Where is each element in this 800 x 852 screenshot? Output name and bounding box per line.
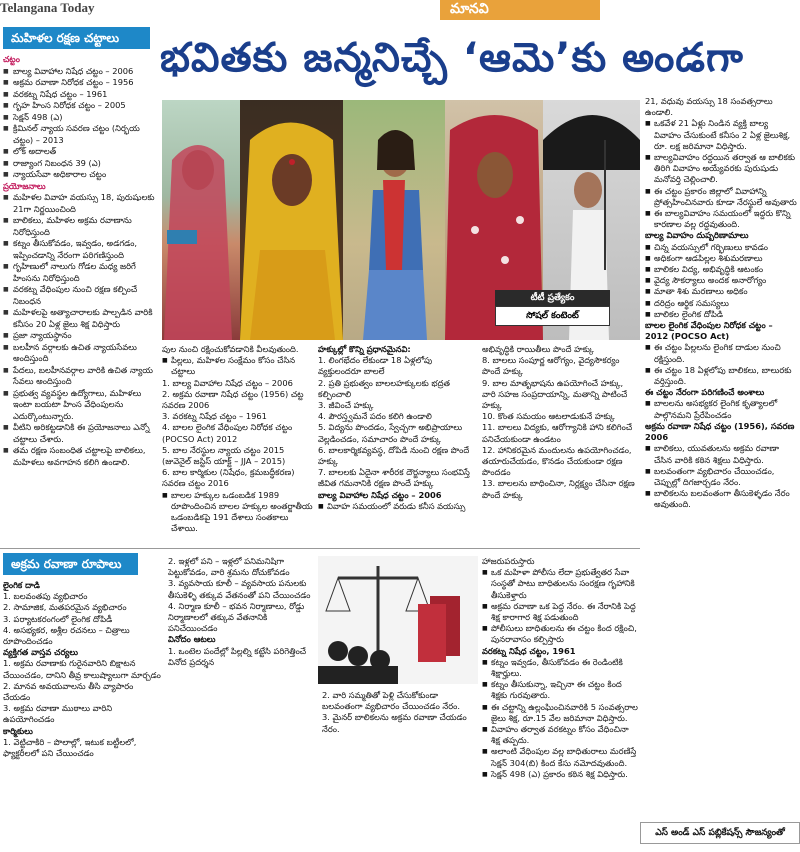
- list-item: ■ పేదలు, బలహీనవర్గాల వారికి ఉచిత న్యాయ సేవలు అందిస్తుంది: [3, 365, 155, 388]
- list-item: ■ పోలీసులు బాధితులను ఈ చట్టం కింద రక్షించి, పునరావాసం కల్పిస్తారు: [482, 623, 638, 645]
- list-item: 3. అక్రమ రవాణా ముఠాలు వారిని ఉపయోగించడం: [3, 703, 113, 725]
- list-item: 7. బాలలకు ఏదైనా శారీరక దౌర్జన్యాలు సంభవిస్తే జీవిత గమనానికి రక్షణ పొందే హక్కు: [318, 467, 470, 489]
- list-item: ■ రాజ్యాంగ నిబంధన 39 (ఎ): [3, 158, 155, 170]
- list-item: ■ బలవంతంగా వ్యభిచారం చేయించడం, చెప్పుల్లో దిగజార్చడం నేరం.: [645, 466, 797, 488]
- credit-line-1: టీటీ ప్రత్యేకం: [495, 290, 610, 306]
- list-item: 1. అక్రమ రవాణాకు గురైనవారిని బిక్షాటన చేయించడం, దానిని తీవ్ర కాలుష్యాలుగా మార్చడం: [3, 658, 161, 680]
- subheading: వరకట్న నిషేధ చట్టం, 1961: [482, 645, 576, 656]
- list-item: ■ బాలలను అసభ్యకర లైంగిక కృత్యాలలో పాల్గొనమని ప్రేరేపించడం: [645, 398, 797, 420]
- portrait-illustration-2: [240, 100, 343, 340]
- photo-woman-1: [162, 100, 240, 340]
- list-item: ■ అలాంటి వేధింపుల వల్ల బాధితురాలు మరణిస్తే సెక్షన్ 304(బి) కింద కేసు నమోదవుతుంది.: [482, 746, 638, 768]
- section-name: మానవి: [450, 1, 489, 17]
- article-column-2: [318, 344, 476, 544]
- list-item: ■ అక్రమ రవాణా నిరోధక చట్టం – 1956: [3, 77, 155, 89]
- list-item: 5. విద్యను పొందడం, స్వేచ్ఛగా అభిప్రాయాలు వెల్లడించడం, సమాచారం పొందే హక్కు: [318, 422, 463, 444]
- list-item: ■ బాలికలు, యువతులను అక్రమ రవాణా చేసిన వారికి కఠిన శిక్షలు విధిస్తారు.: [645, 443, 797, 465]
- list-item: ■ బాలికల లైంగిక దోపిడి: [645, 309, 797, 320]
- masthead: [0, 0, 800, 22]
- list-item: ■ బాలల హక్కుల ఒడంబడిక 1989 రూపొందించిన బాలల హక్కుల అంతర్జాతీయ ఒడంబడికపై 191 దేశాలు సంతకాలు చేశాయి.: [162, 490, 314, 535]
- list-item: హాజరుపరుస్తారు: [482, 556, 535, 566]
- list-item: ■ ప్రభుత్వ వ్యవస్థల ఉద్యోగాలు, మహిళలు ఇంటా బయటా హింస వేధింపులను ఎదుర్కొంటున్నారు.: [3, 388, 155, 423]
- portrait-illustration-1: [162, 100, 240, 340]
- list-item: ■ ఒక మహిళా పోలీసు లేదా ప్రభుత్వేతర సేవా సంస్థతో పాటు బాధితులను సంరక్షణ గృహానికి తీసుకెళ్తారు: [482, 567, 638, 601]
- list-item: ■ క్రిమినల్ న్యాయ సవరణ చట్టం (నిర్భయ చట్టం) – 2013: [3, 123, 155, 146]
- photo-woman-2: [240, 100, 343, 340]
- list-item: 13. బాలలను బాధించినా, నిర్లక్ష్యం చేసినా రక్షణ పొందే హక్కు: [482, 478, 635, 500]
- list-item: ■ బాలికలు, మహిళల అక్రమ రవాణాను నిరోధిస్తుంది: [3, 215, 155, 238]
- scales-of-justice-icon: [318, 556, 478, 684]
- list-item: 1. లింగభేదం లేకుండా 18 ఏళ్లలోపు వ్యక్తులందరూ బాలలే: [318, 355, 433, 377]
- list-item: ■ కట్నం తీసుకున్నా, ఇచ్చినా ఈ చట్టం కింద శిక్షకు గురవుతారు.: [482, 679, 638, 701]
- subheading: వినోదం ఆటలు: [168, 634, 216, 645]
- list-item: ■ ఈ చట్టం పిల్లలను లైంగిక దాడుల నుంచి రక్షిస్తుంది.: [645, 342, 797, 364]
- list-item: 2. అక్రమ రవాణా నిషేధ చట్టం (1956) చట్ట సవరణ 2006: [162, 388, 304, 411]
- list-item: ■ తమ రక్షణ సంబంధిత చట్టాలపై బాలికలు, మహిళలు అవగాహన కలిగి ఉండాలి.: [3, 445, 155, 468]
- list-item: ■ వరకట్న నిషేధ చట్టం – 1961: [3, 89, 155, 101]
- list-item: 3. జీవించే హక్కు: [318, 400, 374, 411]
- list-item: ■ సెక్షన్ 498 (ఎ): [3, 112, 155, 124]
- page-title: భవితకు జన్మనిచ్చే ‘ఆమె’కు అండగా: [160, 35, 744, 81]
- sidebar-list: [3, 54, 155, 540]
- list-item: ■ వీటిని అరికట్టడానికి ఈ ప్రయోజనాలు ఎన్నో చట్టాలు చేశారు.: [3, 422, 155, 445]
- list-item: 10. కొంత సమయం ఆటలాడుకునే హక్కు: [482, 411, 615, 422]
- list-item: 3. వరకట్న నిషేధ చట్టం – 1961: [162, 411, 267, 422]
- article-column-5b: [322, 690, 476, 848]
- list-item: ■ పిల్లలు, మహిళల సంక్షేమం కోసం చేసిన చట్టాలు: [162, 355, 314, 377]
- list-item: 4. అసభ్యకర, అశ్లీల రచనలు – చిత్రాలు రూపొందించడం: [3, 624, 130, 647]
- list-item: ■ వరకట్న వేధింపుల నుంచి రక్షణ కల్పించే నిబంధన: [3, 284, 155, 307]
- list-item: ■ బాలికల విద్య, అభివృద్ధికి ఆటంకం: [645, 264, 797, 275]
- portrait-illustration-3: [343, 100, 445, 340]
- list-item: ■ చిన్న వయస్సులో గర్భిణులు కావడం: [645, 242, 797, 253]
- subheading: లైంగిక దాడి: [3, 580, 40, 590]
- article-column-3: [482, 344, 638, 544]
- trafficking-forms-list: [3, 580, 163, 848]
- subheading: బాల్య వివాహాల నిషేధ చట్టం – 2006: [318, 489, 442, 500]
- list-item: 2. వారి సమ్మతితో పెళ్లి చేసుకోకుండా బలవంతంగా వ్యభిచారం చేయించడం నేరం.: [322, 690, 461, 712]
- subheading: ప్రయోజనాలు: [3, 180, 46, 191]
- list-item: ■ మహిళలపై అత్యాచారాలకు పాల్పడిన వారికి కనీసం 20 ఏళ్ల జైలు శిక్ష విధిస్తారు: [3, 307, 155, 330]
- photo-credit: [495, 290, 610, 326]
- article-column-6: [482, 556, 638, 848]
- list-item: ■ గృహిణులో నాలుగు గోడల మధ్య జరిగే హింసను నిరోధిస్తుంది: [3, 261, 155, 284]
- list-item: ■ బాల్యవివాహం రద్దయిన తర్వాత ఆ బాలికకు తిరిగి వివాహం అయ్యేవరకు పురుషుడు మనోవర్తి చెల్లించాలి.: [645, 152, 797, 186]
- list-item: 21, వధువు వయస్సు 18 సంవత్సరాలు ఉండాలి.: [645, 96, 773, 118]
- list-item: ■ ఈ చట్టం 18 ఏళ్లలోపు బాలికలు, బాలురకు వర్తిస్తుంది.: [645, 365, 797, 387]
- list-item: ■ ఈ చట్టాన్ని ఉల్లంఘించినవారికి 5 సంవత్సరాల జైలు శిక్ష, రూ.15 వేల జరిమానా విధిస్తారు.: [482, 702, 638, 724]
- source-credit: ఎస్ అండ్ ఎస్ పబ్లికేషన్స్ సౌజన్యంతో: [640, 822, 800, 844]
- article-column-4: [645, 96, 797, 816]
- list-item: 1. బలవంతపు వ్యభిచారం: [3, 591, 88, 602]
- list-item: 4. బాలల లైంగిక వేధింపుల నిరోధక చట్టం (POCSO Act) 2012: [162, 422, 293, 444]
- list-item: 4. పౌరస్త్వమనే పదం కలిగి ఉండాలి: [318, 411, 432, 422]
- list-item: ■ వివాహం తర్వాత వరకట్నం కోసం వేధించినా శిక్ష తప్పదు.: [482, 724, 638, 746]
- list-item: 6. బాల కార్మికుల (నిషేధం, క్రమబద్ధీకరణ) సవరణ చట్టం 2016: [162, 467, 295, 489]
- list-item: 12. హానికరమైన మందులను ఉపయోగించడం, తయారుచేయడం, కొనడం చేయకుండా రక్షణ పొందడం: [482, 444, 632, 478]
- list-item: ■ దరిద్రం ఆర్థిక సమస్యలు: [645, 298, 797, 309]
- list-item: ■ అధికంగా ఆడపిల్లల శిశుమరణాలు: [645, 253, 797, 264]
- subheading: బాలల లైంగిక వేధింపుల నిరోధక చట్టం – 2012 (POCSO Act): [645, 320, 773, 342]
- list-item: ■ గృహ హింస నిరోధక చట్టం – 2005: [3, 100, 155, 112]
- list-item: ■ బాలికలను బలవంతంగా తీసుకెళ్ళడం నేరం అవుతుంది.: [645, 488, 797, 510]
- photo-woman-3: [343, 100, 445, 340]
- list-item: ■ అక్రమ రవాణా ఒక పెద్ద నేరం. ఈ నేరానికి పెద్ద శిక్ష కారాగార శిక్ష పడుతుంది: [482, 601, 638, 623]
- list-item: ■ ఈ చట్టం ప్రకారం జిల్లాలో వివాహాన్ని ప్రోత్సహించినవారు కూడా నేరస్థులే అవుతారు: [645, 186, 797, 208]
- list-item: 1. వెట్టిచాకిరి – పొలాల్లో, ఇటుక బట్టీలలో, ఫ్యాక్టరీలలో పని చేయించడం: [3, 736, 137, 759]
- subheading: కార్మికులు: [3, 725, 33, 736]
- list-item: 8. బాలలు సంపూర్ణ ఆరోగ్యం, వైద్యసౌకర్యం పొందే హక్కు: [482, 355, 620, 377]
- article-column-1: [162, 344, 314, 544]
- list-item: ■ వైద్య సౌకర్యాలు అందక అనారోగ్యం: [645, 275, 797, 286]
- list-item: అభివృద్ధికి రాయితీలు పొందే హక్కు: [482, 344, 594, 354]
- list-item: 3. వ్యవసాయ కూలీ – వ్యవసాయ పనులకు తీసుకెళ్ళి తక్కువ వేతనంతో పని చేయించడం: [168, 578, 311, 600]
- subheading: ఈ చట్టం నేరంగా పరిగణించే అంశాలు: [645, 387, 765, 398]
- list-item: ■ లోక్ అదాలత్: [3, 146, 155, 158]
- list-item: 11. బాలలు విద్యకు, ఆరోగ్యానికి హాని కలిగించే పనిచేయకుండా ఉండటం: [482, 422, 633, 444]
- box-title-trafficking: అక్రమ రవాణా రూపాలు: [3, 553, 138, 575]
- list-item: 1. బాల్య వివాహాల నిషేధ చట్టం – 2006: [162, 377, 293, 388]
- list-item: ■ బలహీన వర్గాలకు ఉచిత న్యాయసేవలు అందిస్తుంది: [3, 342, 155, 365]
- sidebar-title: మహిళల రక్షణ చట్టాలు: [3, 27, 150, 49]
- list-item: 2. ప్రతి ప్రభుత్వం బాలలహక్కులకు భద్రత కల్పించాలి: [318, 377, 450, 399]
- list-item: 2. ఇళ్లలో పని – ఇళ్లలో పనిమనిషిగా పెట్టుకోవడం, వారి శ్రమను దోచుకోవడం: [168, 556, 290, 578]
- list-item: ■ ఒకవేళ 21 ఏళ్లు నిండిన వ్యక్తి బాల్య వివాహం చేసుకుంటే కనీసం 2 ఏళ్ల జైలుశిక్ష, రూ. లక్ష జరిమానా విధిస్తారు.: [645, 118, 797, 152]
- list-item: ■ కట్నం తీసుకోవడం, ఇవ్వడం, అడగడం, ఇప్పించడాన్ని నేరంగా పరిగణిస్తుంది: [3, 238, 155, 261]
- newspaper-name: Telangana Today: [0, 0, 95, 15]
- list-item: 3. పర్యాటకరంగంలో లైంగిక దోపిడీ: [3, 613, 113, 624]
- list-item: 2. మానవ అవయవాలను తీసి వ్యాపారం చేయడం: [3, 680, 134, 703]
- list-item: 6. బాలకార్మికవ్యవస్థ, దోపిడి నుంచి రక్షణ పొందే హక్కు: [318, 444, 470, 467]
- list-item: ■ మాతా శిశు మరణాలు అధికం: [645, 286, 797, 297]
- list-item: పుల నుంచి రక్షించుకోవడానికి వీలవుతుంది.: [162, 344, 299, 354]
- section-banner: [440, 0, 600, 20]
- list-item: ■ ప్రజా న్యాయస్థానం: [3, 330, 155, 342]
- list-item: 1. ఒంటెల పందేల్లో పిల్లల్ని కట్టేసి పరిగెత్తించే వినోద ప్రదర్శన: [168, 645, 307, 667]
- subheading: హక్కుల్లో కొన్ని ప్రధానమైనవి:: [318, 344, 411, 354]
- list-item: ■ న్యాయసేవా అధికారాల చట్టం: [3, 169, 155, 181]
- subheading: వ్యక్తిగత వాస్తవ చర్యలు: [3, 647, 78, 658]
- list-item: ■ ఈ బాల్యవివాహం సమయంలో ఇద్దరు కొన్ని కారణాల వల్ల రద్దవుతుంది.: [645, 208, 797, 230]
- list-item: ■ బాల్య వివాహాల నిషేధ చట్టం – 2006: [3, 66, 155, 78]
- justice-illustration: [318, 556, 478, 684]
- list-item: ■ వివాహ సమయంలో వరుడు కనీస వయస్సు: [318, 501, 476, 512]
- credit-line-2: సోషల్ కంటెంట్: [495, 306, 610, 326]
- list-item: 9. బాల మాతృభాషను ఉపయోగించే హక్కు, వారి సహజ సంప్రదాయాన్ని, మతాన్ని పాటించే హక్కు: [482, 377, 628, 411]
- list-item: 4. నిర్మాణ కూలీ – భవన నిర్మాణాలు, రోడ్డు నిర్మాణాలలో తక్కువ వేతనానికి పనిచేయించడం: [168, 600, 305, 634]
- subheading: బాల్య వివాహం దుష్పరిణామాలు: [645, 230, 749, 241]
- list-item: 2. సామాజిక, మతపరమైన వ్యభిచారం: [3, 602, 127, 613]
- list-item: ■ మహిళల వివాహ వయస్సు 18, పురుషులకు 21గా నిర్ణయించింది: [3, 192, 155, 215]
- list-item: ■ సెక్షన్ 498 (ఎ) ప్రకారం కఠిన శిక్ష విధిస్తారు.: [482, 769, 638, 780]
- subheading: చట్టం: [3, 54, 20, 64]
- article-column-5: [168, 556, 314, 848]
- list-item: 3. మైనర్ బాలికలను అక్రమ రవాణా చేయడం నేరం.: [322, 712, 467, 734]
- subheading: అక్రమ రవాణా నిషేధ చట్టం (1956), సవరణ 2006: [645, 420, 795, 443]
- list-item: ■ కట్నం ఇవ్వడం, తీసుకోవడం ఈ రెండింటికి శిక్షార్హులు.: [482, 657, 638, 679]
- section-divider: [0, 548, 640, 549]
- list-item: 5. బాల నేరస్థుల న్యాయ చట్టం 2015 (జువెనైల్ జస్టిస్ యాక్ట్ – JJA – 2015): [162, 444, 286, 467]
